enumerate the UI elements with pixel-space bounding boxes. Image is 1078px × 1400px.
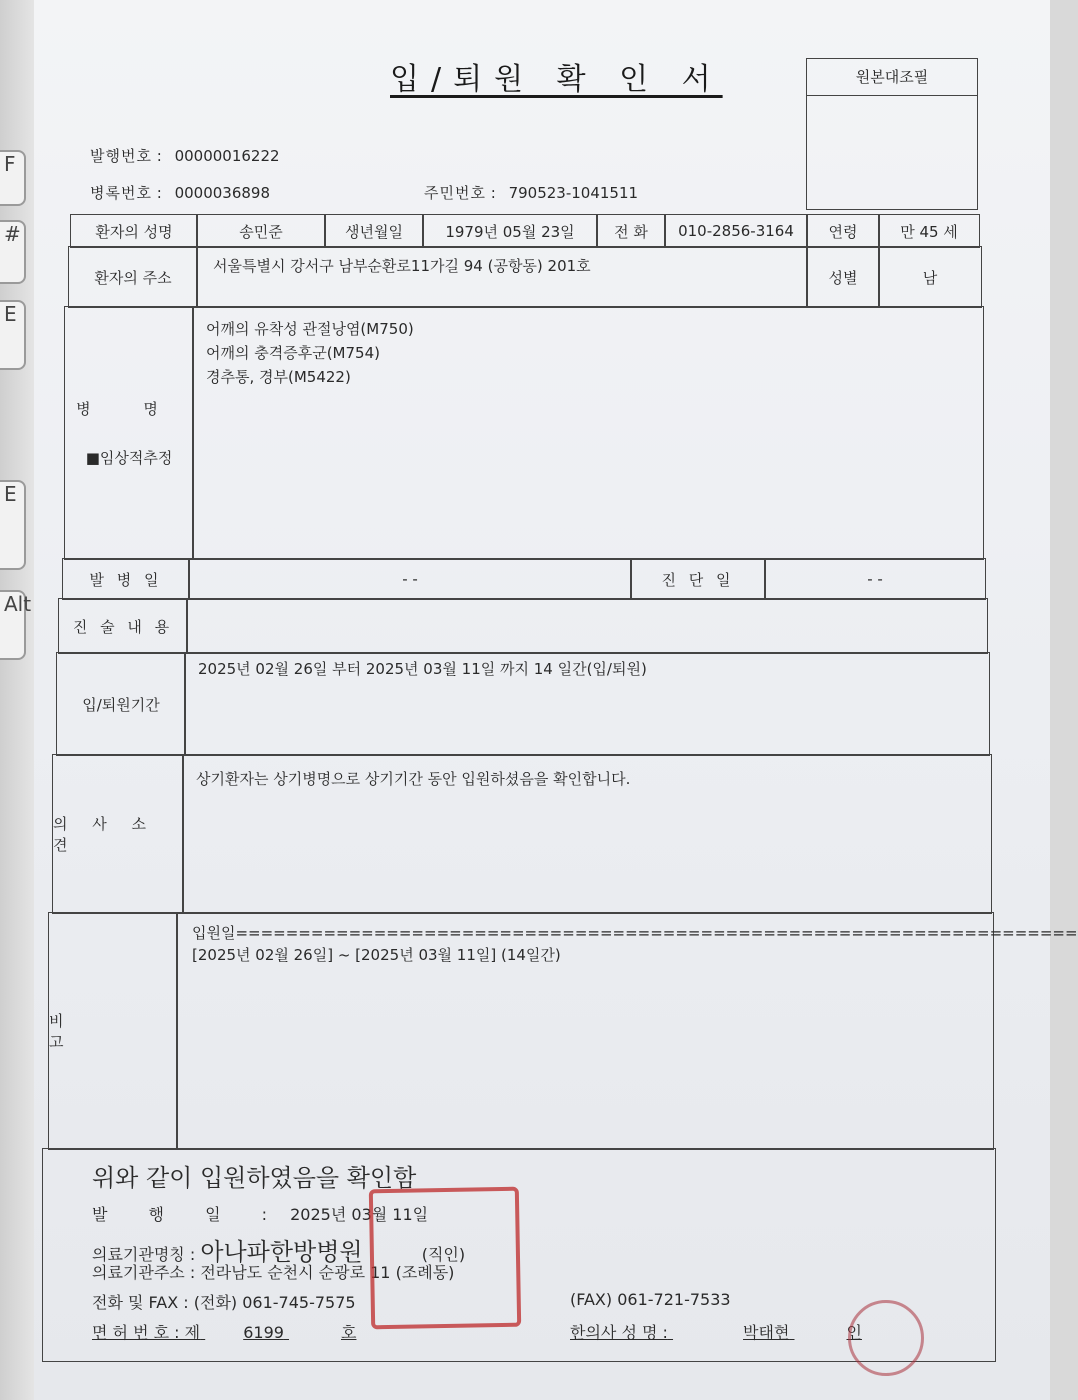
keyboard-key: E	[0, 300, 26, 370]
original-copy-label: 원본대조필	[807, 59, 977, 96]
license-number: 면 허 번 호 : 제 6199 호	[92, 1323, 357, 1342]
contact-info: 전화 및 FAX : (전화) 061-745-7575	[92, 1293, 356, 1312]
birth-label: 생년월일	[324, 214, 424, 248]
address-label: 환자의 주소	[68, 246, 198, 308]
keyboard-key: E	[0, 480, 26, 570]
phone-label: 전 화	[596, 214, 666, 248]
opinion-label: 의 사 소 견	[52, 754, 184, 914]
fax-number: (FAX) 061-721-7533	[570, 1290, 731, 1309]
diagnosis-item: 어깨의 유착성 관절낭염(M750)	[206, 320, 414, 338]
confirmation-statement: 위와 같이 입원하였음을 확인함	[92, 1164, 417, 1192]
diagnosis-item: 경추통, 경부(M5422)	[206, 368, 351, 386]
period-value: 2025년 02월 26일 부터 2025년 03월 11일 까지 14 일간(입/퇴원)	[198, 660, 647, 678]
opinion-value: 상기환자는 상기병명으로 상기기간 동안 입원하셨음을 확인합니다.	[196, 770, 631, 788]
remarks-line: 입원일===================================================================	[192, 924, 1078, 942]
doctor-seal-stamp	[848, 1300, 924, 1376]
issue-number: 발행번호 : 00000016222	[90, 147, 280, 165]
diagnosis-date-label: 진 단 일	[630, 558, 766, 600]
age-value: 만 45 세	[878, 214, 980, 248]
diagnosis-label: 병 명	[76, 400, 182, 418]
original-copy-box	[806, 58, 978, 210]
institution-address: 의료기관주소 : 전라남도 순천시 순광로 11 (조례동)	[92, 1263, 455, 1282]
statement-label: 진 술 내 용	[58, 598, 188, 654]
doctor-name: 한의사 성 명 : 박태현 인	[570, 1323, 862, 1342]
remarks-label: 비 고	[48, 912, 178, 1150]
document-title: 입/퇴원 확 인 서	[390, 62, 723, 97]
birth-date: 1979년 05월 23일	[422, 214, 598, 248]
phone-number: 010-2856-3164	[664, 214, 808, 248]
keyboard-key: F	[0, 150, 26, 206]
diagnosis-item: 어깨의 충격증후군(M754)	[206, 344, 380, 362]
address-value: 서울특별시 강서구 남부순환로11가길 94 (공항동) 201호	[196, 246, 808, 308]
patient-name-label: 환자의 성명	[70, 214, 198, 248]
onset-label: 발 병 일	[62, 558, 190, 600]
record-number: 병록번호 : 0000036898	[90, 184, 270, 202]
diagnosis-label-cell	[64, 306, 194, 560]
institution-name: 의료기관명칭 : 아나파한방병원 (직인)	[92, 1238, 466, 1266]
remarks-period: [2025년 02월 26일] ~ [2025년 03월 11일] (14일간)	[192, 946, 561, 964]
sex-label: 성별	[806, 246, 880, 308]
clinical-estimate-label: ■임상적추정	[85, 449, 173, 467]
diagnosis-date-value: - -	[764, 558, 986, 600]
sex-value: 남	[878, 246, 982, 308]
patient-name: 송민준	[196, 214, 326, 248]
keyboard-key: Alt	[0, 590, 26, 660]
statement-value	[186, 598, 988, 654]
resident-number: 주민번호 : 790523-1041511	[424, 184, 639, 202]
age-label: 연령	[806, 214, 880, 248]
issue-date: 발 행 일 : 2025년 03월 11일	[92, 1205, 429, 1224]
hospital-seal-stamp	[369, 1187, 521, 1330]
period-label: 입/퇴원기간	[56, 652, 186, 756]
onset-value: - -	[188, 558, 632, 600]
keyboard-key: #	[0, 220, 26, 284]
